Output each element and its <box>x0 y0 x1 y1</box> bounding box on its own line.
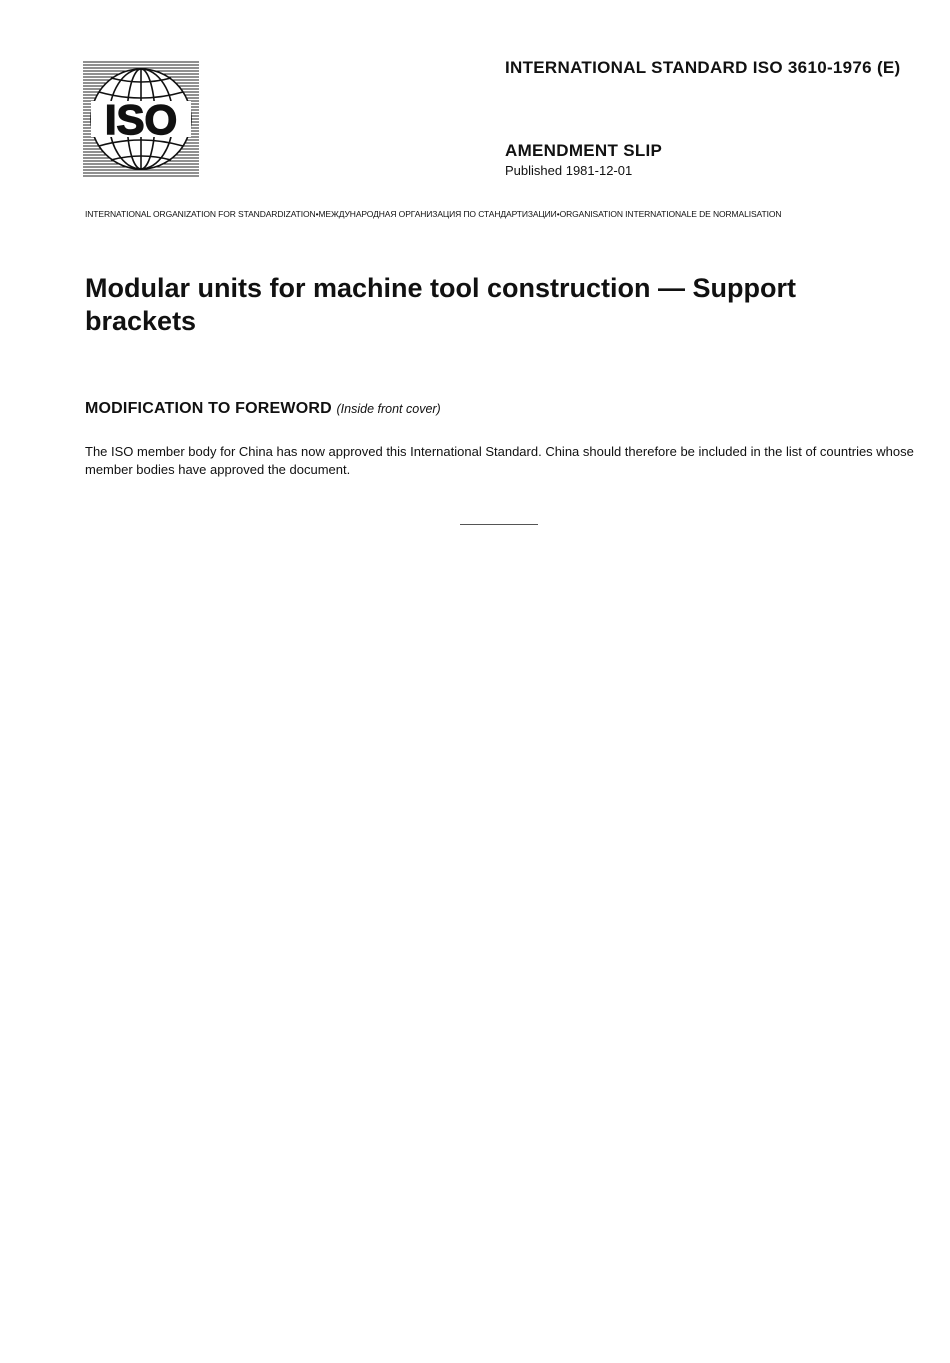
published-date: Published 1981-12-01 <box>505 163 633 178</box>
iso-logo-text: ISO <box>104 96 178 143</box>
section-heading <box>85 400 441 418</box>
section-heading-text: MODIFICATION TO FOREWORD <box>85 400 332 417</box>
body-paragraph: The ISO member body for China has now approved this International Standard. China should therefore be included in the list of countries whose member bodies have approved the document. <box>85 444 914 477</box>
amendment-label: AMENDMENT SLIP <box>505 141 663 160</box>
document-title: Modular units for machine tool construction — Support brackets <box>85 273 796 336</box>
standard-title: INTERNATIONAL STANDARD ISO 3610-1976 (E) <box>505 58 901 77</box>
organization-line: INTERNATIONAL ORGANIZATION FOR STANDARDIZATION•МЕЖДУНАРОДНАЯ ОРГАНИЗАЦИЯ ПО СТАНДАРТИЗАЦИИ•ORGANISATION INTERNATIONALE DE NORMALISATION <box>85 209 782 219</box>
iso-logo <box>83 60 199 178</box>
section-note: (Inside front cover) <box>336 402 441 416</box>
end-divider <box>460 524 538 525</box>
iso-globe-icon <box>83 60 199 178</box>
